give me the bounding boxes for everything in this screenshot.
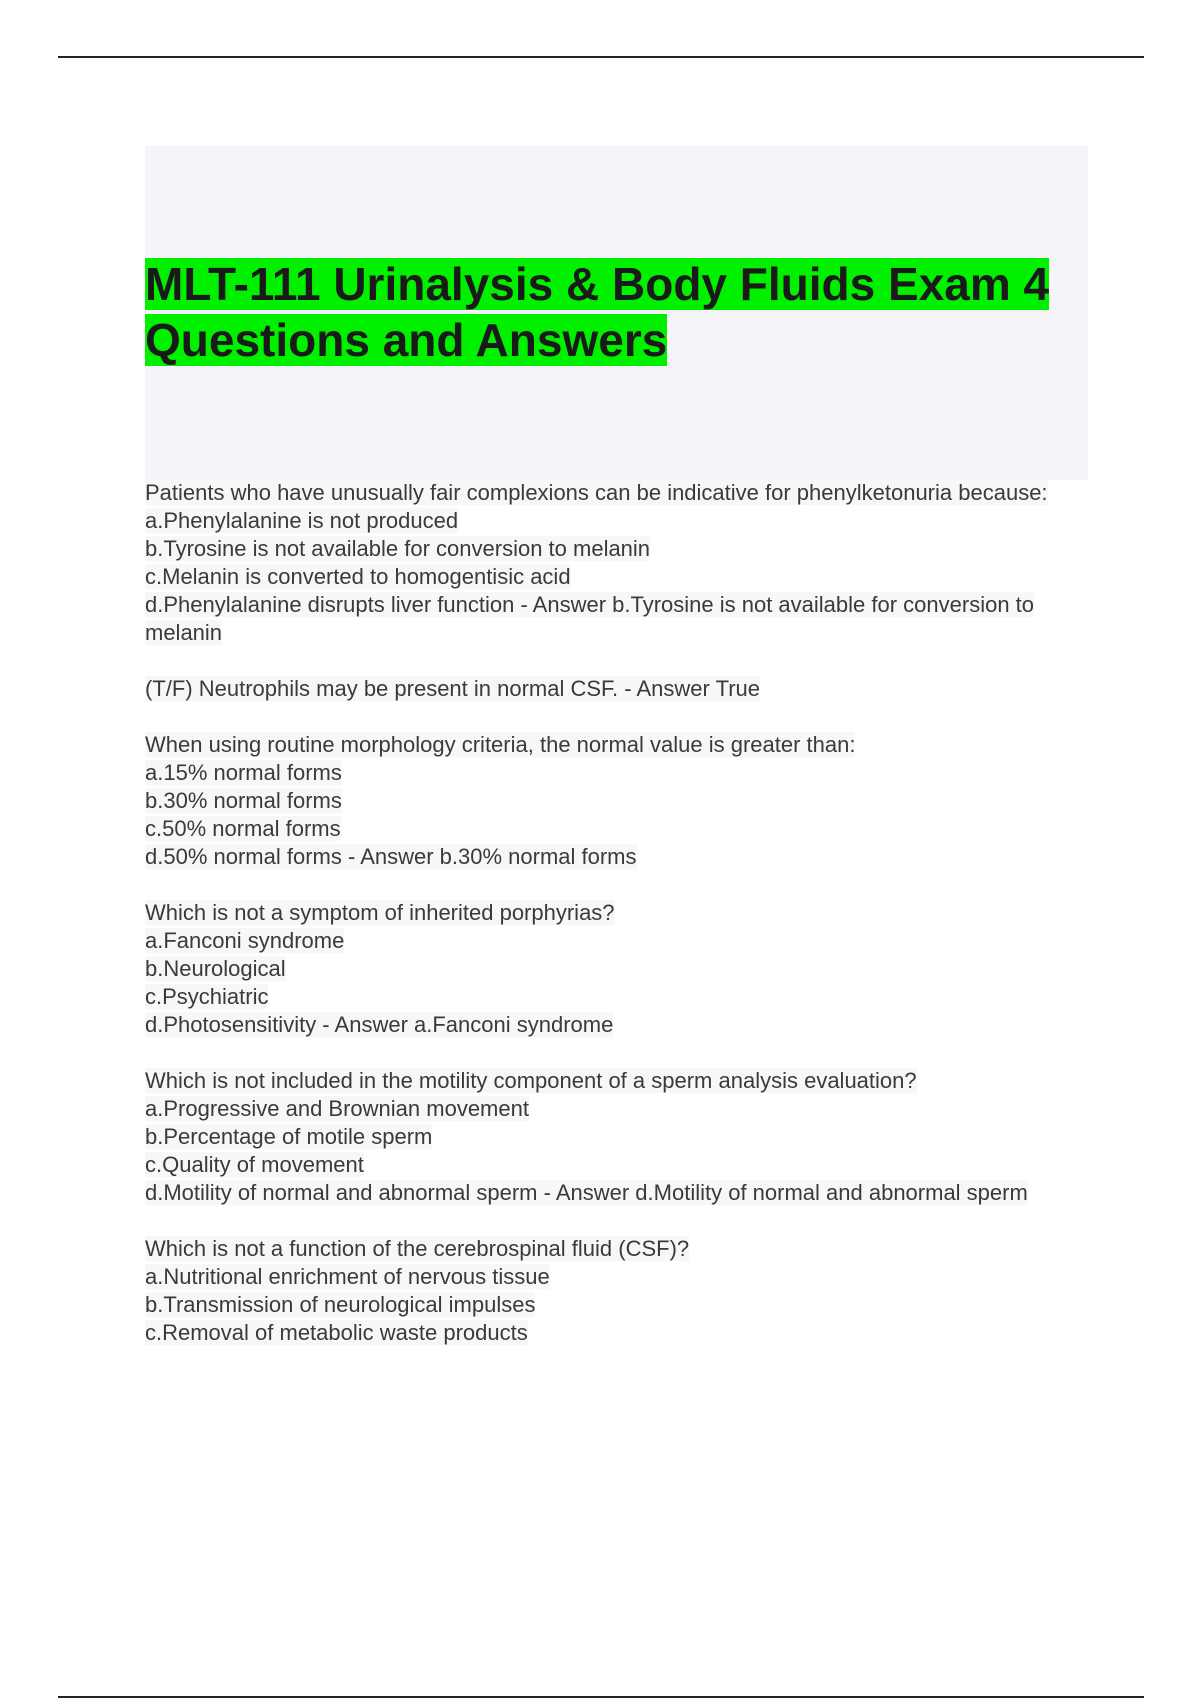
document-title-text: MLT-111 Urinalysis & Body Fluids Exam 4 Questions and Answers — [145, 258, 1050, 366]
question-line-text: b.Percentage of motile sperm — [145, 1124, 433, 1149]
question-text — [145, 899, 1080, 927]
question-line-text: c.50% normal forms — [145, 816, 341, 841]
question-line-text: b.Tyrosine is not available for conversion to melanin — [145, 536, 651, 561]
question-line-text: c.Removal of metabolic waste products — [145, 1320, 528, 1345]
question-line — [145, 1123, 1080, 1151]
question-line-text: c.Psychiatric — [145, 984, 269, 1009]
question-line-text: a.Phenylalanine is not produced — [145, 508, 459, 533]
question-text — [145, 479, 1080, 507]
question-line — [145, 1179, 1080, 1207]
question-line — [145, 535, 1080, 563]
question-line-text: When using routine morphology criteria, the normal value is greater than: — [145, 732, 856, 757]
question-line-text: c.Quality of movement — [145, 1152, 364, 1177]
question-line — [145, 955, 1080, 983]
question-line-text: b.30% normal forms — [145, 788, 342, 813]
question-text — [145, 1067, 1080, 1095]
bottom-rule — [58, 1696, 1144, 1698]
document-title — [145, 256, 1075, 368]
question-block — [145, 1235, 1080, 1347]
question-line-text: d.Phenylalanine disrupts liver function - Answer b.Tyrosine is not available for conversion to melanin — [145, 592, 1035, 645]
question-line — [145, 927, 1080, 955]
question-line-text: a.Progressive and Brownian movement — [145, 1096, 529, 1121]
question-line — [145, 1011, 1080, 1039]
question-text — [145, 1235, 1080, 1263]
question-line — [145, 983, 1080, 1011]
question-line — [145, 1263, 1080, 1291]
question-line — [145, 1319, 1080, 1347]
question-line-text: d.50% normal forms - Answer b.30% normal forms — [145, 844, 637, 869]
question-line-text: Which is not included in the motility component of a sperm analysis evaluation? — [145, 1068, 917, 1093]
top-rule — [58, 56, 1144, 58]
question-text — [145, 675, 1080, 703]
question-line-text: d.Photosensitivity - Answer a.Fanconi syndrome — [145, 1012, 614, 1037]
question-block — [145, 1067, 1080, 1207]
question-block — [145, 479, 1080, 647]
question-block — [145, 731, 1080, 871]
question-line-text: Which is not a symptom of inherited porphyrias? — [145, 900, 615, 925]
question-line-text: b.Neurological — [145, 956, 286, 981]
question-line — [145, 787, 1080, 815]
question-line — [145, 1095, 1080, 1123]
question-block — [145, 899, 1080, 1039]
question-line-text: d.Motility of normal and abnormal sperm - Answer d.Motility of normal and abnormal sperm — [145, 1180, 1028, 1205]
question-line — [145, 591, 1080, 647]
question-line — [145, 759, 1080, 787]
question-text — [145, 731, 1080, 759]
question-line-text: c.Melanin is converted to homogentisic acid — [145, 564, 571, 589]
question-line-text: Which is not a function of the cerebrospinal fluid (CSF)? — [145, 1236, 690, 1261]
question-line — [145, 815, 1080, 843]
question-line-text: a.15% normal forms — [145, 760, 342, 785]
question-line — [145, 507, 1080, 535]
question-line-text: b.Transmission of neurological impulses — [145, 1292, 536, 1317]
question-line — [145, 1291, 1080, 1319]
question-line — [145, 1151, 1080, 1179]
question-line — [145, 843, 1080, 871]
question-block — [145, 675, 1080, 703]
question-line-text: Patients who have unusually fair complexions can be indicative for phenylketonuria because: — [145, 480, 1048, 505]
question-line-text: a.Fanconi syndrome — [145, 928, 345, 953]
question-line-text: a.Nutritional enrichment of nervous tissue — [145, 1264, 550, 1289]
question-line-text: (T/F) Neutrophils may be present in normal CSF. - Answer True — [145, 676, 760, 701]
question-list — [145, 479, 1080, 1375]
question-line — [145, 563, 1080, 591]
